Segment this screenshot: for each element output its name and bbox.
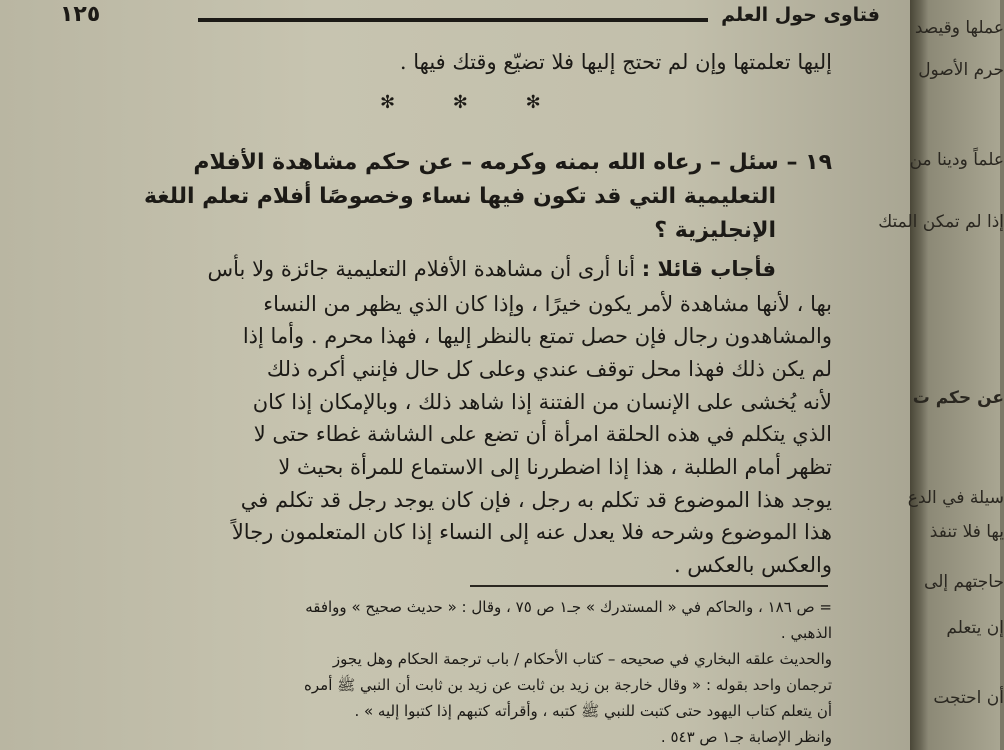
footnote-line-2: الذهبي . — [780, 624, 832, 642]
question-line-3: الإنجليزية ؟ — [654, 218, 776, 243]
question-line-1: ١٩ – سئل – رعاه الله بمنه وكرمه – عن حكم مشاهدة الأفلام — [193, 150, 832, 175]
footnote-line-1: = ص ١٨٦ ، والحاكم في « المستدرك » جـ١ ص ٧٥ ، وقال : « حديث صحيح » ووافقه — [305, 598, 832, 616]
adjacent-line: سيلة في الدع — [907, 488, 1004, 508]
page-number: ١٢٥ — [60, 2, 101, 27]
footnote-line-3: والحديث علقه البخاري في صحيحه – كتاب الأحكام / باب ترجمة الحكام وهل يجوز — [332, 650, 832, 668]
answer-line-5: لأنه يُخشى على الإنسان من الفتنة إذا شاهد ذلك ، وبالإمكان إذا كان — [252, 390, 832, 414]
adjacent-line: إذا لم تمكن المتك — [878, 212, 1004, 232]
answer-line-4: لم يكن ذلك فهذا محل توقف عندي وعلى كل حال فإنني أكره ذلك — [266, 357, 832, 381]
answer-line-6: الذي يتكلم في هذه الحلقة امرأة أن تضع على الشاشة غطاء حتى لا — [253, 422, 832, 446]
question-line-2: التعليمية التي قد تكون فيها نساء وخصوصًا أفلام تعلم اللغة — [143, 184, 776, 209]
adjacent-page — [878, 0, 1004, 750]
book-gutter — [910, 0, 928, 750]
answer-line-2: بها ، لأنها مشاهدة لأمر يكون خيرًا ، وإذا كان الذي يظهر من النساء — [263, 292, 832, 316]
adjacent-line: حرم الأصول — [918, 60, 1004, 80]
answer-lead: فأجاب قائلا : — [641, 257, 776, 281]
answer-line-9: هذا الموضوع وشرحه فلا يعدل عنه إلى النساء إذا كان المتعلمون رجالاً — [231, 520, 832, 544]
footnote-rule — [470, 585, 828, 587]
adjacent-line: عملها وقيصد — [914, 18, 1004, 38]
running-title: فتاوى حول العلم — [721, 4, 880, 26]
answer-line-7: تظهر أمام الطلبة ، هذا إذا اضطررنا إلى الاستماع للمرأة بحيث لا — [278, 455, 832, 479]
answer-line-3: والمشاهدون رجال فإن حصل تمتع بالنظر إليها ، فهذا محرم . وأما إذا — [242, 324, 832, 348]
answer-line-1 — [208, 257, 776, 281]
section-separator: ✻ ✻ ✻ — [380, 92, 567, 113]
footnote-line-4: ترجمان واحد بقوله : « وقال خارجة بن زيد بن ثابت عن زيد بن ثابت أن النبي ﷺ أمره — [304, 676, 832, 694]
adjacent-line: عن حكم ت — [912, 388, 1004, 408]
footnote-line-6: وانظر الإصابة جـ١ ص ٥٤٣ . — [660, 728, 832, 746]
adjacent-line: علماً ودينا من — [909, 150, 1004, 170]
adjacent-line: حاجتهم إلى — [924, 572, 1004, 592]
header-rule — [198, 18, 708, 22]
answer-line-8: يوجد هذا الموضوع قد تكلم به رجل ، فإن كان يوجد رجل قد تكلم في — [240, 488, 832, 512]
adjacent-line: إن يتعلم — [946, 618, 1004, 638]
adjacent-line: أن احتجت — [933, 688, 1004, 708]
answer-line-10: والعكس بالعكس . — [673, 553, 832, 577]
answer-first-line-text: أنا أرى أن مشاهدة الأفلام التعليمية جائزة ولا بأس — [207, 257, 642, 281]
footnote-line-5: أن يتعلم كتاب اليهود حتى كتبت للنبي ﷺ كتبه ، وأقرأته كتبهم إذا كتبوا إليه » . — [354, 702, 832, 720]
intro-line: إليها تعلمتها وإن لم تحتج إليها فلا تضيّع وقتك فيها . — [399, 50, 832, 74]
page-header — [60, 4, 886, 30]
adjacent-line: يها فلا تنفذ — [929, 522, 1004, 542]
